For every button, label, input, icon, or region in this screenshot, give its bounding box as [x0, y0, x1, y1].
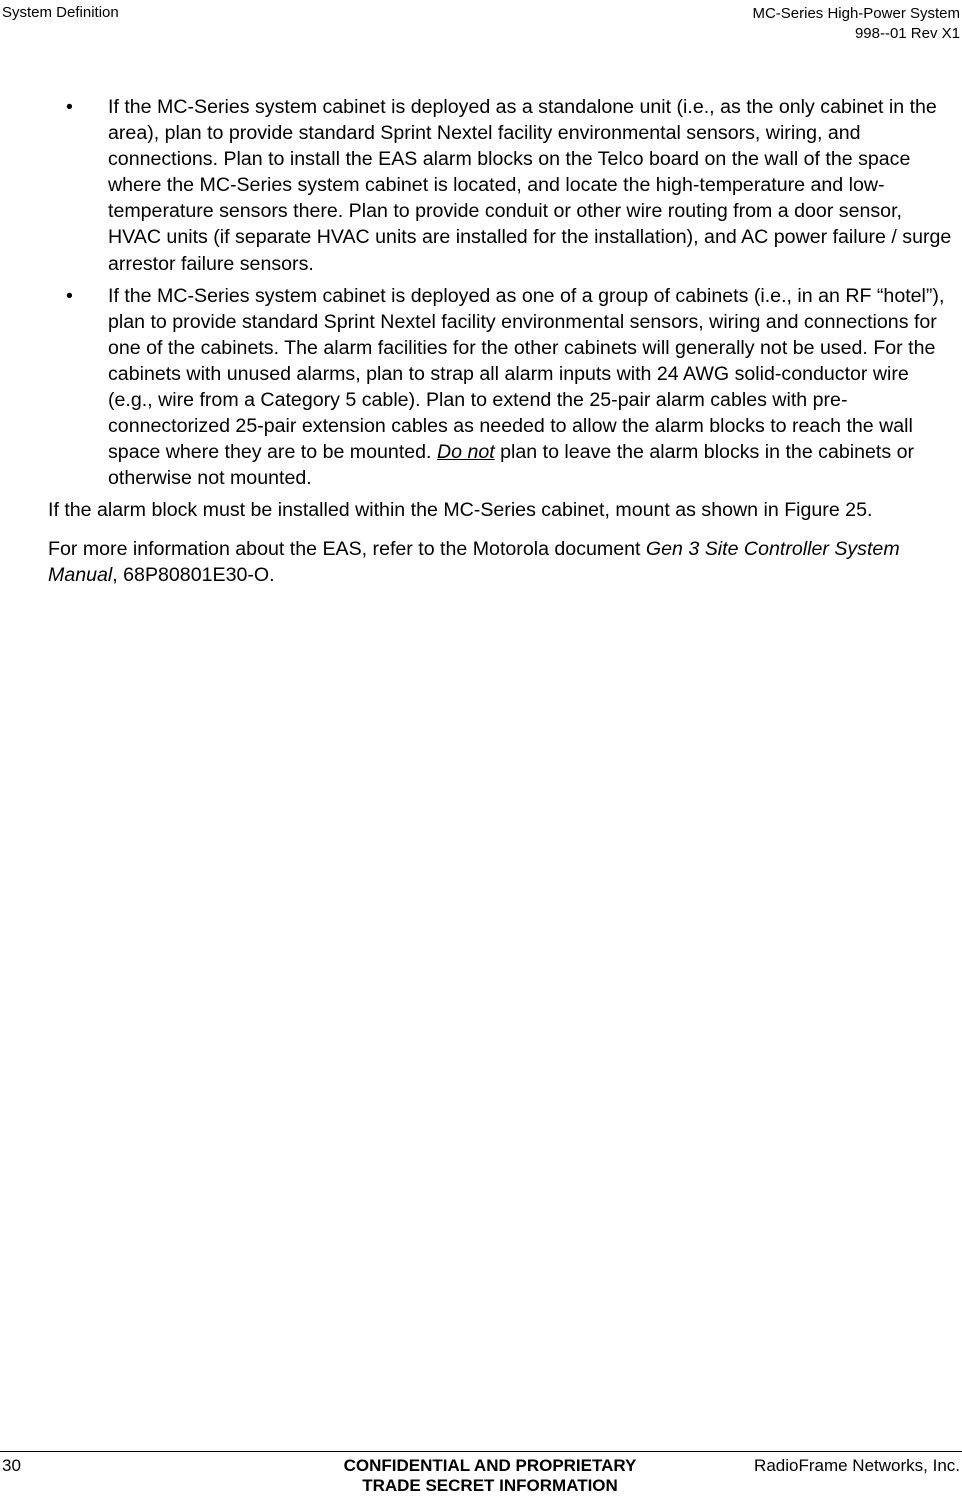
bullet-icon: •: [66, 96, 73, 118]
list-item-text-continued: plan to leave the alarm blocks in the cabinets or otherwise not mounted.: [108, 441, 915, 490]
document-title-reference: Gen 3 Site Controller System Manual: [48, 537, 900, 586]
header-revision: 998--01 Rev X1: [854, 25, 960, 42]
list-item-text: If the MC-Series system cabinet is deployed as a standalone unit (i.e., as the only cabinet in the area), plan to provide standard Sprint Nextel facility environmental sensors, wiring, and connections. Plan to install the EAS alarm blocks on the Telco board on the wall of the space where the MC-Series system cabinet is located, and locate the high-temperature and low-temperature sensors there. Plan to provide conduit or other wire routing from a door sensor, HVAC units (if separate HVAC units are installed for the installation), and AC power failure / surge arrestor failure sensors.: [108, 96, 952, 275]
footer-divider: [0, 1451, 962, 1452]
header-section-title: System Definition: [2, 4, 119, 21]
paragraph-text-continued: , 68P80801E30-O.: [112, 563, 275, 586]
header-product-name: MC-Series High-Power System: [752, 5, 960, 22]
list-item-text: If the MC-Series system cabinet is deployed as one of a group of cabinets (i.e., in an RF “hotel”), plan to provide standard Sprint Nextel facility environmental sensors, wiring and connections for one of the cabinets. The alarm facilities for the other cabinets will generally not be used. For the cabinets with unused alarms, plan to strap all alarm inputs with 24 AWG solid-conductor wire (e.g., wire from a Category 5 cable). Plan to extend the 25-pair alarm cables with pre-connectorized 25-pair extension cables as needed to allow the alarm blocks to reach the wall space where they are to be mounted.: [108, 284, 945, 464]
bullet-list: [48, 94, 958, 491]
emphasis-text: Do not: [436, 441, 495, 464]
confidentiality-line-2: TRADE SECRET INFORMATION: [362, 1476, 618, 1495]
paragraph-text: If the alarm block must be installed within the MC-Series cabinet, mount as shown in Figure 25.: [48, 499, 873, 522]
paragraph-text: For more information about the EAS, refer to the Motorola document: [48, 537, 646, 560]
body-paragraph: [48, 536, 928, 588]
header-document-info: [752, 4, 960, 44]
list-item: [48, 283, 958, 492]
bullet-icon: •: [66, 284, 73, 307]
list-item: [48, 94, 958, 277]
page-body: [48, 94, 958, 600]
page-number: 30: [2, 1456, 21, 1475]
confidentiality-notice: [300, 1456, 680, 1496]
confidentiality-line-1: CONFIDENTIAL AND PROPRIETARY: [343, 1456, 637, 1475]
body-paragraph: [48, 497, 928, 523]
company-name: RadioFrame Networks, Inc.: [754, 1456, 960, 1475]
